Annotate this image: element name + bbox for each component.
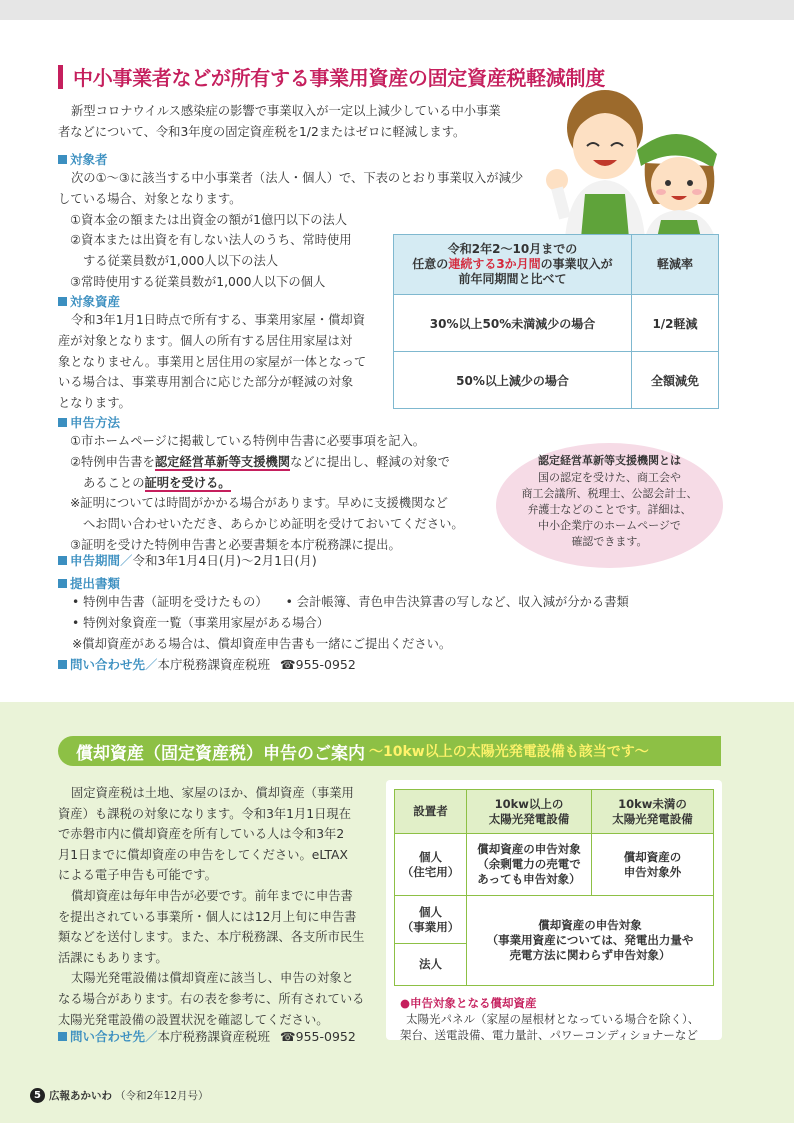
cell-line: 売電方法に関わらず申告対象）	[509, 948, 671, 962]
square-bullet-icon	[58, 556, 67, 565]
header-line: 令和2年2～10月までの	[447, 242, 578, 256]
row-label-line: （事業用）	[401, 919, 460, 934]
underlined-text: 認定経営革新等支援機関	[154, 454, 291, 469]
paragraph-line: 太陽光発電設備の設置状況を確認してください。	[58, 1012, 329, 1027]
contact-tel: 955-0952	[295, 657, 356, 672]
header-text: 任意の	[412, 257, 449, 271]
paragraph-line: を提出されている事業所・個人には12月上旬に申告書	[58, 909, 357, 924]
table-row	[395, 896, 714, 944]
method-text: などに提出し、軽減の対象で	[290, 454, 450, 469]
callout-line: 国の認定を受けた、商工会や	[538, 471, 681, 484]
reduction-rate-table	[393, 234, 719, 409]
highlight-text: 連続する3か月間	[448, 257, 541, 271]
cell-residential-over	[467, 834, 592, 896]
docs-body	[72, 592, 629, 654]
header-line: 太陽光発電設備	[488, 811, 570, 826]
table-cell-rate: 全額減免	[632, 352, 719, 409]
table-header-rate: 軽減率	[632, 235, 719, 295]
callout-line: 中小企業庁のホームページで	[538, 519, 681, 532]
callout-title: 認定経営革新等支援機関とは	[538, 454, 681, 467]
table-row	[394, 352, 719, 409]
assets-line: いる場合は、事業専用割合に応じた部分が軽減の対象	[58, 375, 354, 390]
assets-line: となります。	[58, 396, 131, 411]
assets-body	[58, 310, 366, 414]
square-bullet-icon	[58, 660, 67, 669]
page-number: 5	[30, 1088, 45, 1103]
cell-line: 償却資産の	[623, 849, 682, 864]
cell-line: 申告対象外	[623, 864, 682, 879]
period-heading	[58, 551, 317, 569]
table-row	[395, 834, 714, 896]
callout-line: 確認できます。	[571, 535, 648, 548]
section2-paragraph	[58, 783, 364, 1030]
method-heading	[58, 413, 120, 431]
paragraph-line: 資産）も課税の対象になります。令和3年1月1日現在	[58, 806, 352, 821]
header-line: 10kw以上の	[494, 796, 564, 811]
note-line: 架台、送電設備、電力量計、パワーコンディショナーなど	[400, 1028, 698, 1042]
woman-face	[651, 157, 707, 211]
table-row	[394, 295, 719, 352]
header-line: 太陽光発電設備	[612, 811, 693, 826]
phone-icon: ☎	[280, 657, 296, 672]
man-apron	[581, 194, 629, 238]
square-bullet-icon	[58, 418, 67, 427]
target-heading	[58, 150, 108, 168]
man-arm	[557, 188, 565, 218]
callout-line: 弁護士などのことです。詳細は、	[527, 503, 692, 516]
header-under-10kw	[592, 790, 714, 834]
paragraph-line: 類などを送付します。また、本庁税務課、各支所市民生	[58, 930, 365, 945]
contact-heading	[58, 655, 356, 673]
table-header-condition	[394, 235, 632, 295]
method-line: ※証明については時間がかかる場合があります。早めに支援機関など	[70, 496, 448, 511]
docs-heading-text: 提出書類	[70, 576, 121, 591]
underlined-text: 証明を受ける。	[144, 475, 231, 490]
method-line	[70, 473, 464, 494]
header-setter: 設置者	[395, 790, 467, 834]
row-label-residential	[395, 834, 467, 896]
issue-label: （令和2年12月号）	[115, 1090, 209, 1102]
header-line	[394, 257, 631, 272]
top-bar	[0, 0, 794, 20]
paragraph-line: 月1日までに償却資産の申告をしてください。eLTAX	[58, 847, 348, 862]
docs-line: ※償却資産がある場合は、償却資産申告書も一緒にご提出ください。	[72, 636, 452, 651]
method-line: ③証明を受けた特例申告書と必要書類を本庁税務課に提出。	[70, 537, 401, 552]
table-cell-condition: 50%以上減少の場合	[394, 352, 632, 409]
header-line: 前年同期間と比べて	[458, 272, 567, 286]
cell-merged-business	[467, 896, 714, 986]
phone-icon: ☎	[280, 1029, 296, 1044]
method-heading-text: 申告方法	[70, 415, 121, 430]
note-title: ●申告対象となる償却資産	[400, 996, 537, 1010]
period-value: 令和3年1月4日(月)～2月1日(月)	[132, 553, 317, 568]
target-line: している場合、対象となります。	[58, 191, 242, 206]
square-bullet-icon	[58, 579, 67, 588]
callout-line: 商工会議所、税理士、公認会計士、	[521, 487, 698, 500]
section1-title-text: 中小事業者などが所有する事業用資産の固定資産税軽減制度	[73, 66, 605, 90]
assets-line: 令和3年1月1日時点で所有する、事業用家屋・償却資	[71, 313, 366, 327]
assets-heading	[58, 292, 120, 310]
separator: ／	[145, 657, 158, 672]
row-label-corporation: 法人	[395, 944, 467, 986]
separator: ／	[145, 1029, 158, 1044]
square-bullet-icon	[58, 1032, 67, 1041]
contact-heading-text: 問い合わせ先	[70, 657, 146, 672]
contact2-heading	[58, 1027, 356, 1045]
woman-eye	[687, 180, 693, 186]
separator: ／	[120, 553, 133, 568]
contact-value: 本庁税務課資産税班	[157, 1029, 271, 1044]
target-line: ②資本または出資を有しない法人のうち、常時使用	[70, 233, 352, 248]
docs-item: • 特例申告書（証明を受けたもの）	[72, 595, 268, 609]
table-header-row	[395, 790, 714, 834]
contact-heading-text: 問い合わせ先	[70, 1029, 146, 1044]
contact-tel: 955-0952	[295, 1029, 356, 1044]
method-body	[70, 431, 464, 556]
section2-subtitle: ～10kw以上の太陽光発電設備も該当です～	[369, 744, 649, 760]
intro-line: 新型コロナウイルス感染症の影響で事業収入が一定以上減少している中小事業	[71, 104, 501, 118]
period-heading-text: 申告期間	[70, 553, 121, 568]
paragraph-line: 活課にもあります。	[58, 950, 168, 965]
publication-name: 広報あかいわ	[49, 1090, 112, 1102]
method-line: へお問い合わせいただき、あらかじめ証明を受けておいてください。	[83, 517, 464, 532]
solar-table	[394, 789, 714, 986]
man-fist	[546, 169, 568, 191]
intro-line: 者などについて、令和3年度の固定資産税を1/2またはゼロに軽減します。	[58, 124, 466, 139]
man-face	[573, 113, 637, 179]
cell-line: （事業用資産については、発電出力量や	[486, 933, 694, 947]
page-footer	[30, 1088, 209, 1103]
paragraph-line: 償却資産は毎年申告が必要です。前年までに申告書	[71, 888, 353, 903]
target-heading-text: 対象者	[70, 152, 108, 167]
table-cell-condition: 30%以上50%未満減少の場合	[394, 295, 632, 352]
header-over-10kw	[467, 790, 592, 834]
method-line	[70, 452, 464, 473]
cell-line: （余剰電力の売電で	[477, 857, 581, 871]
cell-line: 償却資産の申告対象	[538, 918, 642, 932]
section1-title	[58, 62, 605, 91]
method-line: ①市ホームページに掲載している特例申告書に必要事項を記入。	[70, 434, 426, 448]
paragraph-line: 太陽光発電設備は償却資産に該当し、申告の対象と	[71, 971, 354, 986]
docs-line	[72, 592, 629, 613]
header-text: の事業収入が	[540, 257, 613, 271]
method-text: ②特例申告書を	[70, 454, 155, 469]
assets-line: 産が対象となります。個人の所有する居住用家屋は対	[58, 333, 353, 348]
docs-line: • 特例対象資産一覧（事業用家屋がある場合）	[72, 615, 330, 630]
assets-line: 象となりません。事業用と居住用の家屋が一体となって	[58, 354, 367, 369]
row-label-line: （住宅用）	[401, 864, 460, 879]
couple-illustration	[545, 88, 723, 238]
woman-cheek	[692, 189, 702, 195]
target-line: 次の①～③に該当する中小事業者（法人・個人）で、下表のとおり事業収入が減少	[71, 171, 524, 185]
docs-heading	[58, 574, 120, 592]
section1-intro	[58, 101, 501, 143]
asset-note	[400, 995, 699, 1043]
woman-eye	[665, 180, 671, 186]
woman-cheek	[656, 189, 666, 195]
cell-line: 償却資産の申告対象	[477, 842, 581, 856]
square-bullet-icon	[58, 297, 67, 306]
paragraph-line: 固定資産税は土地、家屋のほか、償却資産（事業用	[71, 786, 354, 800]
cell-line: あっても申告対象）	[477, 872, 581, 886]
docs-item: • 会計帳簿、青色申告決算書の写しなど、収入減が分かる書類	[285, 595, 629, 609]
assets-heading-text: 対象資産	[70, 294, 121, 309]
paragraph-line: で赤磐市内に償却資産を所有している人は令和3年2	[58, 827, 345, 842]
row-label-business	[395, 896, 467, 944]
target-line: ③常時使用する従業員数が1,000人以下の個人	[70, 274, 326, 289]
paragraph-line: なる場合があります。右の表を参考に、所有されている	[58, 991, 365, 1006]
section2-title-bar	[58, 736, 721, 766]
method-text: あることの	[83, 475, 145, 490]
section2-title: 償却資産（固定資産税）申告のご案内	[76, 743, 365, 764]
table-cell-rate: 1/2軽減	[632, 295, 719, 352]
target-line: ①資本金の額または出資金の額が1億円以下の法人	[70, 212, 348, 227]
table-header-row	[394, 235, 719, 295]
paragraph-line: による電子申告も可能です。	[58, 868, 217, 883]
square-bullet-icon	[58, 155, 67, 164]
row-label-line: 個人	[419, 849, 442, 864]
title-bar	[58, 65, 63, 89]
target-line: する従業員数が1,000人以下の法人	[83, 254, 279, 269]
definition-callout	[496, 443, 723, 568]
note-line: 太陽光パネル（家屋の屋根材となっている場合を除く）、	[406, 1012, 700, 1026]
row-label-line: 個人	[419, 904, 442, 919]
header-line: 10kw未満の	[618, 796, 687, 811]
contact-value: 本庁税務課資産税班	[157, 657, 271, 672]
cell-residential-under	[592, 834, 714, 896]
